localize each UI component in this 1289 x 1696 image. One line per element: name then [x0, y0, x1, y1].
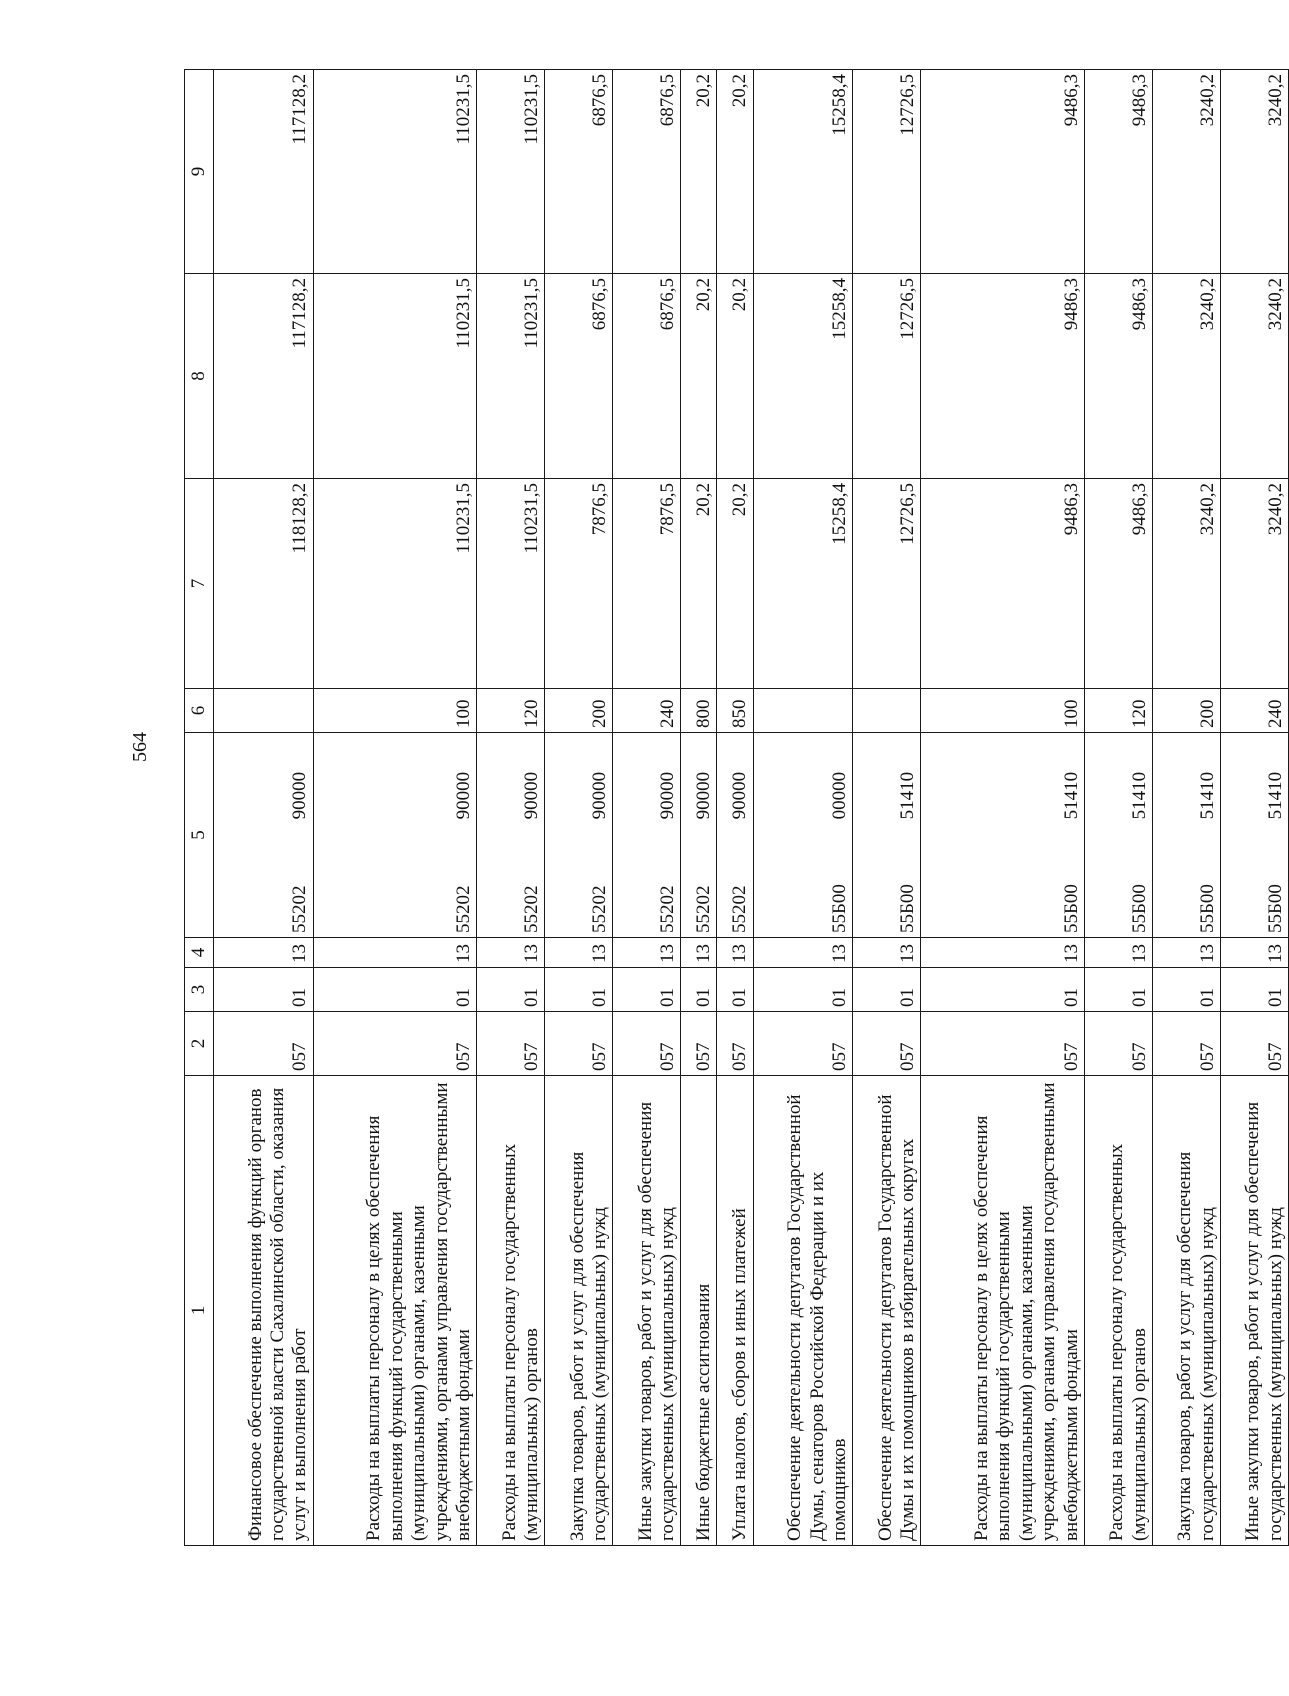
expense-name-cell: Расходы на выплаты персоналу государственных (муниципальных) органов	[477, 1076, 545, 1546]
table-row	[613, 70, 681, 1546]
expense-type-cell: 120	[1085, 689, 1153, 733]
expense-name-cell: Расходы на выплаты персоналу в целях обеспечения выполнения функций государственными (муниципальными) органами, казенными учреждениями, органами управления государственными внебюджетными фондами	[313, 1076, 477, 1546]
amount-col7-cell: 110231,5	[313, 479, 477, 689]
amount-col8-cell: 9486,3	[921, 274, 1085, 479]
subsection-cell: 13	[545, 938, 613, 968]
table-row	[313, 70, 477, 1546]
target-article-part1: 55202	[729, 885, 751, 933]
table-row	[1152, 70, 1220, 1546]
column-header-6: 6	[185, 689, 214, 733]
target-article-part1: 55Б00	[1060, 884, 1082, 933]
subsection-cell: 13	[921, 938, 1085, 968]
section-cell: 01	[313, 968, 477, 1012]
amount-col9-cell: 9486,3	[1085, 70, 1153, 274]
amount-col8-cell: 3240,2	[1220, 274, 1288, 479]
amount-col7-cell: 12726,5	[853, 479, 921, 689]
expense-type-cell: 850	[717, 689, 753, 733]
amount-col7-cell: 7876,5	[545, 479, 613, 689]
section-cell: 01	[214, 968, 314, 1012]
target-article-part2: 90000	[588, 771, 610, 820]
expense-type-cell	[753, 689, 853, 733]
gr-code-cell: 057	[717, 1012, 753, 1076]
amount-col9-cell: 110231,5	[477, 70, 545, 274]
amount-col7-cell: 9486,3	[921, 479, 1085, 689]
column-header-4: 4	[185, 938, 214, 968]
section-cell: 01	[853, 968, 921, 1012]
amount-col8-cell: 6876,5	[613, 274, 681, 479]
amount-col7-cell: 9486,3	[1085, 479, 1153, 689]
expense-type-cell	[853, 689, 921, 733]
target-article-cell	[1085, 733, 1153, 938]
amount-col7-cell: 20,2	[681, 479, 717, 689]
target-article-part1: 55Б00	[1196, 884, 1218, 933]
target-article-cell	[1220, 733, 1288, 938]
expense-type-cell: 200	[1152, 689, 1220, 733]
target-article-part1: 55202	[453, 885, 474, 933]
column-header-5: 5	[185, 733, 214, 938]
gr-code-cell: 057	[477, 1012, 545, 1076]
expense-name-cell: Закупка товаров, работ и услуг для обеспечения государственных (муниципальных) нужд	[1152, 1076, 1220, 1546]
amount-col8-cell: 20,2	[717, 274, 753, 479]
amount-col7-cell: 15258,4	[753, 479, 853, 689]
amount-col8-cell: 20,2	[681, 274, 717, 479]
expense-type-cell: 100	[921, 689, 1085, 733]
expense-name-cell: Расходы на выплаты персоналу в целях обеспечения выполнения функций государственными (муниципальными) органами, казенными учреждениями, органами управления государственными внебюджетными фондами	[921, 1076, 1085, 1546]
amount-col8-cell: 9486,3	[1085, 274, 1153, 479]
table-body	[214, 70, 1289, 1546]
section-cell: 01	[1220, 968, 1288, 1012]
subsection-cell: 13	[313, 938, 477, 968]
target-article-cell	[753, 733, 853, 938]
expense-type-cell: 800	[681, 689, 717, 733]
target-article-part2: 51410	[1060, 771, 1082, 820]
amount-col9-cell: 9486,3	[921, 70, 1085, 274]
column-header-2: 2	[185, 1012, 214, 1076]
target-article-part1: 55202	[520, 885, 542, 933]
gr-code-cell: 057	[545, 1012, 613, 1076]
amount-col8-cell: 3240,2	[1152, 274, 1220, 479]
section-cell: 01	[1152, 968, 1220, 1012]
subsection-cell: 13	[477, 938, 545, 968]
expense-type-cell: 120	[477, 689, 545, 733]
target-article-cell	[313, 733, 477, 938]
target-article-part2: 51410	[897, 771, 919, 820]
table-row	[214, 70, 314, 1546]
target-article-part1: 55202	[289, 885, 311, 933]
expense-name-cell: Расходы на выплаты персоналу государственных (муниципальных) органов	[1085, 1076, 1153, 1546]
subsection-cell: 13	[681, 938, 717, 968]
table-row	[853, 70, 921, 1546]
subsection-cell: 13	[214, 938, 314, 968]
expense-name-cell: Иные закупки товаров, работ и услуг для обеспечения государственных (муниципальных) нужд	[613, 1076, 681, 1546]
amount-col9-cell: 6876,5	[613, 70, 681, 274]
target-article-part2: 00000	[829, 771, 851, 820]
target-article-part1: 55Б00	[1128, 884, 1150, 933]
page-number: 564	[129, 732, 151, 762]
amount-col7-cell: 3240,2	[1152, 479, 1220, 689]
section-cell: 01	[921, 968, 1085, 1012]
amount-col7-cell: 3240,2	[1220, 479, 1288, 689]
section-cell: 01	[681, 968, 717, 1012]
gr-code-cell: 057	[681, 1012, 717, 1076]
target-article-cell	[921, 733, 1085, 938]
target-article-part2: 90000	[289, 771, 311, 820]
column-header-7: 7	[185, 479, 214, 689]
amount-col7-cell: 20,2	[717, 479, 753, 689]
expense-name-cell: Иные бюджетные ассигнования	[681, 1076, 717, 1546]
gr-code-cell: 057	[313, 1012, 477, 1076]
gr-code-cell: 057	[753, 1012, 853, 1076]
column-header-9: 9	[185, 70, 214, 274]
target-article-part1: 55202	[693, 885, 715, 933]
amount-col7-cell: 118128,2	[214, 479, 314, 689]
target-article-cell	[1152, 733, 1220, 938]
target-article-cell	[853, 733, 921, 938]
amount-col8-cell: 12726,5	[853, 274, 921, 479]
expense-name-cell: Обеспечение деятельности депутатов Государственной Думы и их помощников в избирательных округах	[853, 1076, 921, 1546]
section-cell: 01	[1085, 968, 1153, 1012]
amount-col9-cell: 6876,5	[545, 70, 613, 274]
target-article-part1: 55Б00	[897, 884, 919, 933]
subsection-cell: 13	[717, 938, 753, 968]
amount-col8-cell: 110231,5	[477, 274, 545, 479]
subsection-cell: 13	[1152, 938, 1220, 968]
table-row	[717, 70, 753, 1546]
expense-type-cell: 200	[545, 689, 613, 733]
subsection-cell: 13	[1220, 938, 1288, 968]
target-article-cell	[477, 733, 545, 938]
section-cell: 01	[613, 968, 681, 1012]
amount-col9-cell: 117128,2	[214, 70, 314, 274]
amount-col9-cell: 12726,5	[853, 70, 921, 274]
table-row	[921, 70, 1085, 1546]
gr-code-cell: 057	[1152, 1012, 1220, 1076]
expense-name-cell: Иные закупки товаров, работ и услуг для обеспечения государственных (муниципальных) нужд	[1220, 1076, 1288, 1546]
section-cell: 01	[477, 968, 545, 1012]
target-article-part2: 51410	[1128, 771, 1150, 820]
expense-type-cell	[214, 689, 314, 733]
amount-col8-cell: 6876,5	[545, 274, 613, 479]
target-article-cell	[681, 733, 717, 938]
gr-code-cell: 057	[1085, 1012, 1153, 1076]
subsection-cell: 13	[1085, 938, 1153, 968]
rotated-table-wrapper	[184, 70, 1289, 1546]
amount-col9-cell: 110231,5	[313, 70, 477, 274]
target-article-part2: 90000	[693, 771, 715, 820]
target-article-cell	[613, 733, 681, 938]
column-header-1: 1	[185, 1076, 214, 1546]
column-header-8: 8	[185, 274, 214, 479]
amount-col9-cell: 20,2	[717, 70, 753, 274]
column-header-3: 3	[185, 968, 214, 1012]
table-row	[477, 70, 545, 1546]
table-row	[545, 70, 613, 1546]
section-cell: 01	[717, 968, 753, 1012]
amount-col8-cell: 15258,4	[753, 274, 853, 479]
amount-col9-cell: 3240,2	[1220, 70, 1288, 274]
amount-col9-cell: 3240,2	[1152, 70, 1220, 274]
section-cell: 01	[545, 968, 613, 1012]
expense-name-cell: Закупка товаров, работ и услуг для обеспечения государственных (муниципальных) нужд	[545, 1076, 613, 1546]
amount-col8-cell: 110231,5	[313, 274, 477, 479]
subsection-cell: 13	[853, 938, 921, 968]
target-article-part1: 55Б00	[829, 884, 851, 933]
table-row	[681, 70, 717, 1546]
gr-code-cell: 057	[214, 1012, 314, 1076]
target-article-part2: 90000	[453, 771, 474, 820]
target-article-part1: 55202	[656, 885, 678, 933]
amount-col7-cell: 110231,5	[477, 479, 545, 689]
table-row	[1220, 70, 1288, 1546]
target-article-cell	[545, 733, 613, 938]
expense-name-cell: Уплата налогов, сборов и иных платежей	[717, 1076, 753, 1546]
gr-code-cell: 057	[921, 1012, 1085, 1076]
table-row	[1085, 70, 1153, 1546]
gr-code-cell: 057	[1220, 1012, 1288, 1076]
gr-code-cell: 057	[853, 1012, 921, 1076]
amount-col9-cell: 15258,4	[753, 70, 853, 274]
target-article-part2: 90000	[656, 771, 678, 820]
target-article-part2: 90000	[729, 771, 751, 820]
target-article-part1: 55202	[588, 885, 610, 933]
subsection-cell: 13	[613, 938, 681, 968]
amount-col7-cell: 7876,5	[613, 479, 681, 689]
budget-table	[184, 69, 1289, 1546]
target-article-part2: 51410	[1196, 771, 1218, 820]
target-article-cell	[214, 733, 314, 938]
target-article-cell	[717, 733, 753, 938]
subsection-cell: 13	[753, 938, 853, 968]
expense-type-cell: 240	[613, 689, 681, 733]
section-cell: 01	[753, 968, 853, 1012]
amount-col9-cell: 20,2	[681, 70, 717, 274]
expense-type-cell: 100	[313, 689, 477, 733]
target-article-part1: 55Б00	[1264, 884, 1286, 933]
target-article-part2: 90000	[520, 771, 542, 820]
target-article-part2: 51410	[1264, 771, 1286, 820]
header-row	[185, 70, 214, 1546]
expense-name-cell: Обеспечение деятельности депутатов Государственной Думы, сенаторов Российской Федерации и их помощников	[753, 1076, 853, 1546]
gr-code-cell: 057	[613, 1012, 681, 1076]
expense-name-cell: Финансовое обеспечение выполнения функций органов государственной власти Сахалинской области, оказания услуг и выполнения работ	[214, 1076, 314, 1546]
amount-col8-cell: 117128,2	[214, 274, 314, 479]
table-row	[753, 70, 853, 1546]
expense-type-cell: 240	[1220, 689, 1288, 733]
